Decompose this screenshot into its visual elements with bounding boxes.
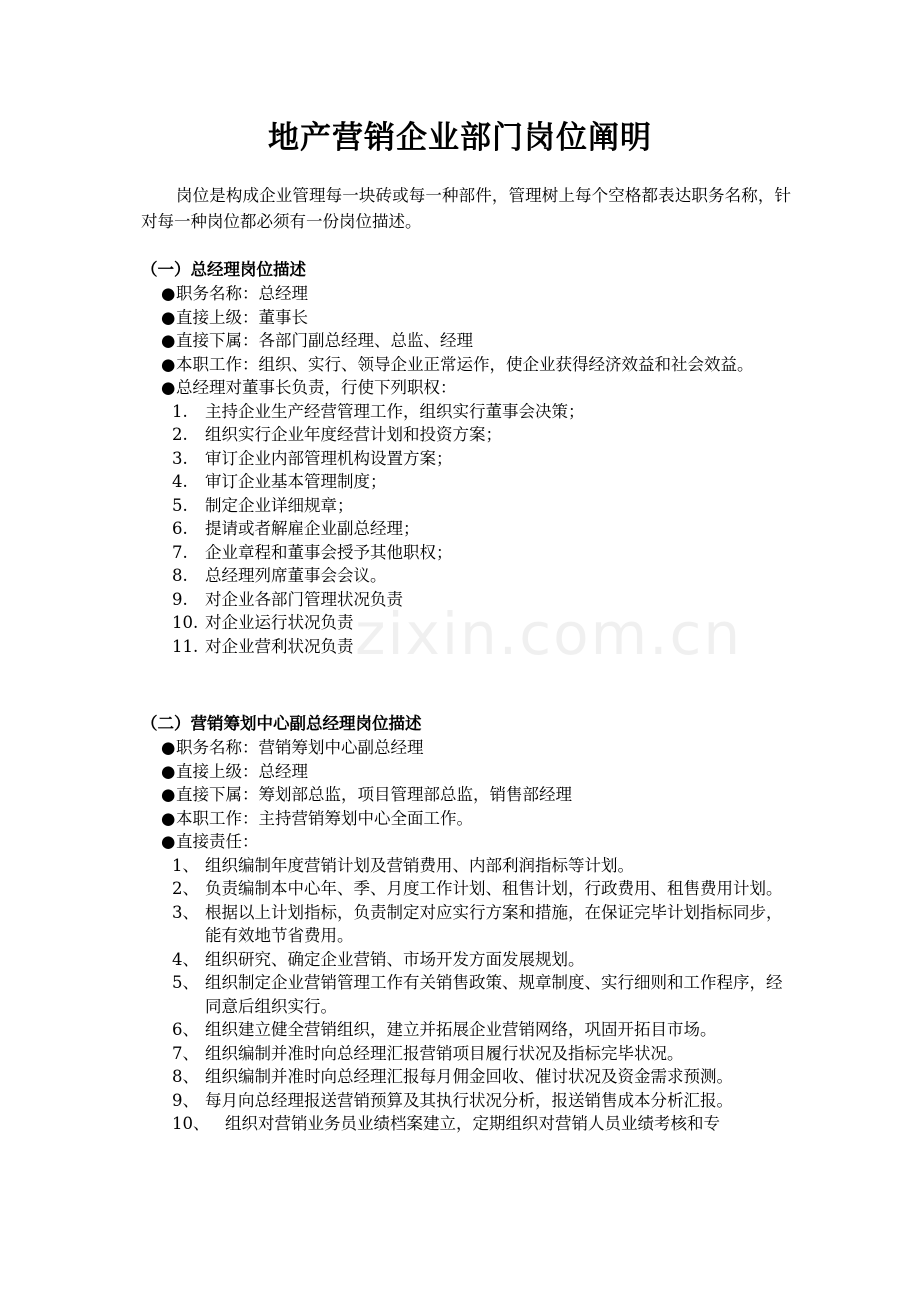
numbered-item xyxy=(141,588,791,612)
item-text: 对企业各部门管理状况负责 xyxy=(205,589,403,609)
bullet-text: 本职工作：主持营销筹划中心全面工作。 xyxy=(176,808,473,828)
bullet-dot-icon: ● xyxy=(161,808,176,828)
item-text: 组织建立健全营销组织，建立并拓展企业营销网络，巩固开拓目市场。 xyxy=(205,1020,717,1039)
item-number: 8、 xyxy=(172,1067,199,1086)
numbered-item xyxy=(141,1018,791,1042)
bullet-item xyxy=(141,736,791,760)
numbered-list xyxy=(141,854,791,1136)
numbered-item xyxy=(141,948,791,972)
bullet-text: 总经理对董事长负责，行使下列职权： xyxy=(176,378,457,397)
bullet-text: 直接上级：董事长 xyxy=(176,307,308,327)
bullet-text: 直接下属：各部门副总经理、总监、经理 xyxy=(176,331,473,350)
item-number: 9. xyxy=(172,589,188,609)
item-number: 8. xyxy=(172,566,188,585)
numbered-item xyxy=(141,877,791,901)
bullet-dot-icon: ● xyxy=(161,378,176,397)
bullet-item xyxy=(141,807,791,831)
bullet-item xyxy=(141,783,791,807)
bullet-item xyxy=(141,353,791,377)
item-number: 1. xyxy=(172,401,188,421)
item-text: 负责编制本中心年、季、月度工作计划、租售计划，行政费用、租售费用计划。 xyxy=(205,879,783,898)
bullet-item xyxy=(141,830,791,854)
numbered-item xyxy=(141,1042,791,1066)
bullet-dot-icon: ● xyxy=(161,354,176,374)
numbered-item xyxy=(141,494,791,518)
item-text: 组织编制并准时向总经理汇报每月佣金回收、催讨状况及资金需求预测。 xyxy=(205,1067,733,1086)
bullet-dot-icon: ● xyxy=(161,832,176,851)
item-number: 5、 xyxy=(172,973,199,992)
item-text: 组织实行企业年度经营计划和投资方案； xyxy=(205,425,502,444)
section-general-manager xyxy=(141,258,791,658)
item-text: 每月向总经理报送营销预算及其执行状况分析，报送销售成本分析汇报。 xyxy=(205,1090,733,1110)
item-text: 组织对营销业务员业绩档案建立，定期组织对营销人员业绩考核和专 xyxy=(225,1114,720,1133)
item-number: 1、 xyxy=(172,855,199,875)
numbered-item xyxy=(141,1089,791,1113)
item-text: 总经理列席董事会会议。 xyxy=(205,566,387,585)
numbered-item xyxy=(141,517,791,541)
bullet-text: 直接下属：筹划部总监，项目管理部总监，销售部经理 xyxy=(176,785,572,804)
numbered-item xyxy=(141,564,791,588)
section-marketing-vp xyxy=(141,712,791,1136)
item-number: 4. xyxy=(172,472,188,491)
bullet-text: 本职工作：组织、实行、领导企业正常运作，使企业获得经济效益和社会效益。 xyxy=(176,354,754,374)
numbered-item xyxy=(141,447,791,471)
item-text: 组织制定企业营销管理工作有关销售政策、规章制度、实行细则和工作程序，经同意后组织实行。 xyxy=(205,973,783,1016)
bullet-dot-icon: ● xyxy=(161,331,176,350)
item-number: 6、 xyxy=(172,1020,199,1039)
bullet-item xyxy=(141,376,791,400)
numbered-item xyxy=(141,400,791,424)
bullet-dot-icon: ● xyxy=(161,307,176,327)
bullet-item xyxy=(141,306,791,330)
numbered-list xyxy=(141,400,791,659)
numbered-item xyxy=(141,1065,791,1089)
numbered-item xyxy=(141,541,791,565)
item-number: 7. xyxy=(172,542,188,562)
item-number: 3、 xyxy=(172,902,199,922)
item-number: 9、 xyxy=(172,1090,199,1110)
bullet-item xyxy=(141,282,791,306)
bullet-text: 职务名称：总经理 xyxy=(176,284,308,303)
bullet-dot-icon: ● xyxy=(161,785,176,804)
item-number: 5. xyxy=(172,495,188,515)
bullet-item xyxy=(141,760,791,784)
numbered-item xyxy=(141,635,791,659)
numbered-item xyxy=(141,971,791,1018)
item-text: 企业章程和董事会授予其他职权； xyxy=(205,542,453,562)
item-number: 4、 xyxy=(172,949,199,969)
bullet-list xyxy=(141,736,791,854)
numbered-item xyxy=(141,901,791,948)
item-text: 组织研究、确定企业营销、市场开发方面发展规划。 xyxy=(205,949,585,969)
bullet-text: 职务名称：营销筹划中心副总经理 xyxy=(176,738,424,757)
numbered-item xyxy=(141,611,791,635)
bullet-text: 直接责任： xyxy=(176,832,259,851)
watermark: zixin.com.cn xyxy=(355,600,743,668)
item-text: 对企业运行状况负责 xyxy=(205,613,354,632)
page-title: 地产营销企业部门岗位阐明 xyxy=(268,120,652,156)
bullet-dot-icon: ● xyxy=(161,284,176,303)
item-number: 3. xyxy=(172,448,188,468)
item-number: 11. xyxy=(172,636,199,656)
item-text: 组织编制并准时向总经理汇报营销项目履行状况及指标完毕状况。 xyxy=(205,1043,684,1063)
numbered-item xyxy=(141,854,791,878)
bullet-dot-icon: ● xyxy=(161,761,176,781)
item-text: 组织编制年度营销计划及营销费用、内部利润指标等计划。 xyxy=(205,855,634,875)
item-text: 提请或者解雇企业副总经理； xyxy=(205,519,420,538)
item-number: 2. xyxy=(172,425,188,444)
item-text: 主持企业生产经营管理工作，组织实行董事会决策； xyxy=(205,401,585,421)
numbered-item xyxy=(141,1112,791,1136)
item-text: 审订企业基本管理制度； xyxy=(205,472,387,491)
intro-paragraph: 岗位是构成企业管理每一块砖或每一种部件，管理树上每个空格都表达职务名称，针对每一种岗位都必须有一份岗位描述。 xyxy=(141,186,791,231)
item-number: 2、 xyxy=(172,879,199,898)
section-heading: （二）营销筹划中心副总经理岗位描述 xyxy=(141,714,422,733)
section-heading: （一）总经理岗位描述 xyxy=(141,260,306,279)
item-number: 7、 xyxy=(172,1043,199,1063)
item-text: 对企业营利状况负责 xyxy=(205,636,354,656)
numbered-item xyxy=(141,470,791,494)
bullet-item xyxy=(141,329,791,353)
item-text: 制定企业详细规章； xyxy=(205,495,354,515)
bullet-dot-icon: ● xyxy=(161,738,176,757)
bullet-list xyxy=(141,282,791,400)
bullet-text: 直接上级：总经理 xyxy=(176,761,308,781)
item-text: 审订企业内部管理机构设置方案； xyxy=(205,448,453,468)
item-number: 10、 xyxy=(172,1114,210,1133)
item-number: 6. xyxy=(172,519,188,538)
numbered-item xyxy=(141,423,791,447)
item-text: 根据以上计划指标，负责制定对应实行方案和措施，在保证完毕计划指标同步，能有效地节省费用。 xyxy=(205,902,783,945)
item-number: 10. xyxy=(172,613,199,632)
